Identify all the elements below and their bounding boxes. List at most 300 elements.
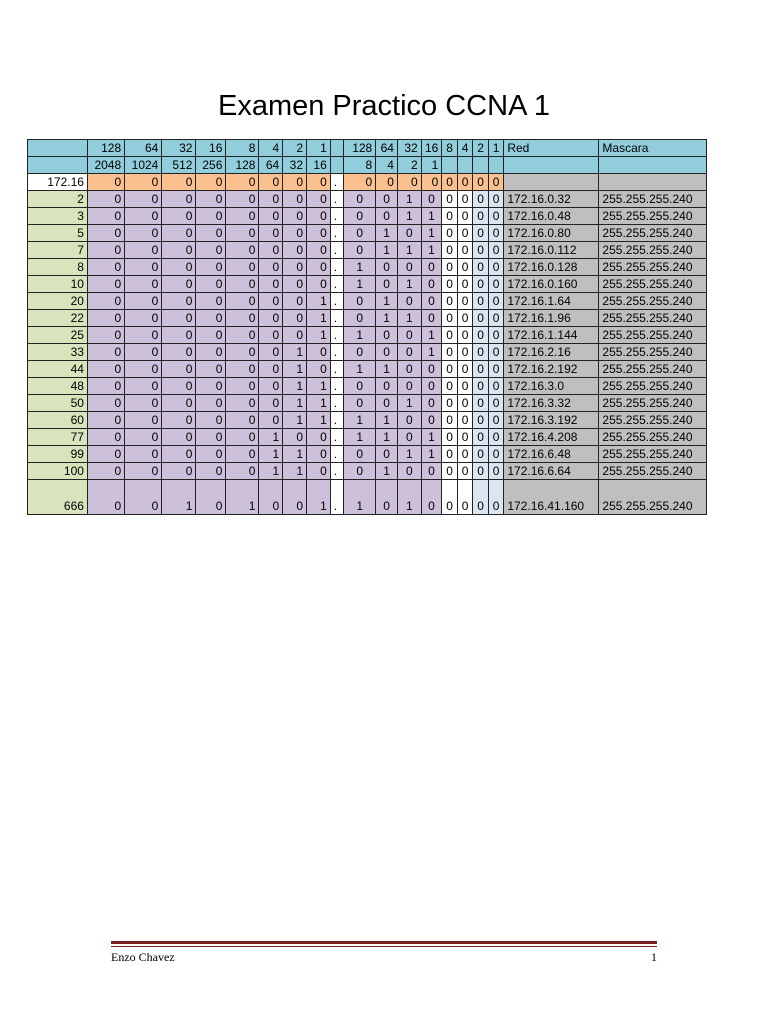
bit-cell: 0 xyxy=(196,344,226,361)
table-row xyxy=(28,242,707,259)
bit-cell: 0 xyxy=(87,191,124,208)
host-bit-cell: 0 xyxy=(488,276,504,293)
dot-separator: . xyxy=(330,276,343,293)
bit-cell: 0 xyxy=(397,378,421,395)
host-bit-cell: 0 xyxy=(488,225,504,242)
bit-cell: 0 xyxy=(259,344,283,361)
host-bit-cell: 0 xyxy=(457,463,473,480)
bit-cell: 0 xyxy=(87,395,124,412)
bit-cell: 1 xyxy=(344,429,376,446)
red-cell: 172.16.3.32 xyxy=(504,395,599,412)
bit-cell: 0 xyxy=(344,293,376,310)
subnet-table-body xyxy=(28,140,707,515)
bit-cell: 0 xyxy=(162,395,196,412)
bit-cell: 0 xyxy=(162,310,196,327)
bit-cell: 0 xyxy=(162,225,196,242)
bit-cell: 0 xyxy=(162,208,196,225)
host-bit-cell: 0 xyxy=(457,361,473,378)
bit-cell: 0 xyxy=(125,446,162,463)
mascara-cell: 255.255.255.240 xyxy=(599,395,707,412)
bit-cell: 1 xyxy=(397,446,421,463)
bit-cell: 0 xyxy=(283,208,307,225)
bit-cell: 0 xyxy=(259,310,283,327)
host-bit-cell: 0 xyxy=(442,259,458,276)
header-cell: 128 xyxy=(87,140,124,157)
header-cell: 4 xyxy=(376,157,398,174)
bit-cell: 1 xyxy=(397,310,421,327)
base-cell: 0 xyxy=(87,174,124,191)
table-row xyxy=(28,327,707,344)
host-bit-cell: 0 xyxy=(473,259,489,276)
host-bit-cell: 0 xyxy=(488,446,504,463)
host-bit-cell: 0 xyxy=(457,429,473,446)
header-cell: 4 xyxy=(259,140,283,157)
header-cell: 1 xyxy=(421,157,442,174)
bit-cell: 1 xyxy=(283,412,307,429)
bit-cell: 1 xyxy=(307,480,331,515)
bit-cell: 0 xyxy=(421,191,442,208)
host-bit-cell: 0 xyxy=(488,344,504,361)
header-cell: 1024 xyxy=(125,157,162,174)
bit-cell: 0 xyxy=(283,429,307,446)
bit-cell: 1 xyxy=(344,276,376,293)
bit-cell: 0 xyxy=(162,412,196,429)
bit-cell: 0 xyxy=(162,242,196,259)
table-row xyxy=(28,191,707,208)
host-bit-cell: 0 xyxy=(442,225,458,242)
host-bit-cell: 0 xyxy=(442,191,458,208)
host-bit-cell: 0 xyxy=(488,259,504,276)
bit-cell: 0 xyxy=(162,429,196,446)
bit-cell: 0 xyxy=(376,327,398,344)
table-row xyxy=(28,225,707,242)
table-row xyxy=(28,293,707,310)
header-cell xyxy=(28,157,88,174)
bit-cell: 0 xyxy=(397,327,421,344)
bit-cell: 0 xyxy=(226,259,259,276)
bit-cell: 0 xyxy=(307,208,331,225)
header-row-weights xyxy=(28,140,707,157)
subnet-number-cell: 10 xyxy=(28,276,88,293)
host-bit-cell: 0 xyxy=(457,378,473,395)
bit-cell: 1 xyxy=(397,480,421,515)
bit-cell: 0 xyxy=(125,480,162,515)
bit-cell: 0 xyxy=(196,310,226,327)
bit-cell: 0 xyxy=(421,480,442,515)
mascara-cell: 255.255.255.240 xyxy=(599,480,707,515)
bit-cell: 1 xyxy=(283,446,307,463)
header-cell: 64 xyxy=(376,140,398,157)
bit-cell: 0 xyxy=(307,225,331,242)
bit-cell: 1 xyxy=(226,480,259,515)
dot-separator: . xyxy=(330,293,343,310)
red-cell: 172.16.1.144 xyxy=(504,327,599,344)
table-row xyxy=(28,344,707,361)
bit-cell: 0 xyxy=(397,429,421,446)
mascara-cell: 255.255.255.240 xyxy=(599,242,707,259)
mascara-cell: 255.255.255.240 xyxy=(599,361,707,378)
red-cell: 172.16.0.128 xyxy=(504,259,599,276)
table-row xyxy=(28,395,707,412)
host-bit-cell: 0 xyxy=(473,463,489,480)
host-bit-cell: 0 xyxy=(457,276,473,293)
bit-cell: 0 xyxy=(87,276,124,293)
bit-cell: 1 xyxy=(283,463,307,480)
bit-cell: 1 xyxy=(307,327,331,344)
footer-rule xyxy=(111,941,657,947)
header-cell xyxy=(457,157,473,174)
host-bit-cell: 0 xyxy=(473,344,489,361)
host-bit-cell: 0 xyxy=(473,480,489,515)
bit-cell: 0 xyxy=(226,463,259,480)
bit-cell: 0 xyxy=(226,395,259,412)
red-cell: 172.16.41.160 xyxy=(504,480,599,515)
bit-cell: 0 xyxy=(283,225,307,242)
subnet-number-cell: 44 xyxy=(28,361,88,378)
bit-cell: 0 xyxy=(87,225,124,242)
bit-cell: 0 xyxy=(421,395,442,412)
header-cell: Red xyxy=(504,140,599,157)
bit-cell: 0 xyxy=(196,361,226,378)
bit-cell: 0 xyxy=(226,208,259,225)
subnet-number-cell: 8 xyxy=(28,259,88,276)
bit-cell: 0 xyxy=(125,242,162,259)
dot-separator: . xyxy=(330,463,343,480)
header-cell: 1 xyxy=(307,140,331,157)
red-cell: 172.16.0.112 xyxy=(504,242,599,259)
bit-cell: 0 xyxy=(196,463,226,480)
bit-cell: 0 xyxy=(259,259,283,276)
base-cell: 0 xyxy=(421,174,442,191)
bit-cell: 1 xyxy=(376,293,398,310)
bit-cell: 0 xyxy=(226,344,259,361)
bit-cell: 0 xyxy=(196,259,226,276)
red-cell: 172.16.6.48 xyxy=(504,446,599,463)
bit-cell: 1 xyxy=(376,412,398,429)
host-bit-cell: 0 xyxy=(473,276,489,293)
header-cell xyxy=(473,157,489,174)
header-cell xyxy=(504,157,599,174)
header-cell: 16 xyxy=(307,157,331,174)
bit-cell: 0 xyxy=(125,225,162,242)
bit-cell: 0 xyxy=(196,412,226,429)
header-cell: 8 xyxy=(442,140,458,157)
bit-cell: 0 xyxy=(259,378,283,395)
bit-cell: 0 xyxy=(344,225,376,242)
host-bit-cell: 0 xyxy=(457,395,473,412)
bit-cell: 1 xyxy=(376,463,398,480)
red-cell: 172.16.3.0 xyxy=(504,378,599,395)
subnet-number-cell: 100 xyxy=(28,463,88,480)
bit-cell: 0 xyxy=(87,242,124,259)
base-cell xyxy=(504,174,599,191)
bit-cell: 0 xyxy=(226,412,259,429)
dot-separator: . xyxy=(330,327,343,344)
bit-cell: 0 xyxy=(421,463,442,480)
bit-cell: 0 xyxy=(259,225,283,242)
red-cell: 172.16.2.16 xyxy=(504,344,599,361)
bit-cell: 0 xyxy=(397,293,421,310)
bit-cell: 1 xyxy=(307,378,331,395)
bit-cell: 0 xyxy=(162,446,196,463)
base-cell: 0 xyxy=(376,174,398,191)
bit-cell: 1 xyxy=(397,242,421,259)
bit-cell: 0 xyxy=(226,327,259,344)
bit-cell: 0 xyxy=(125,378,162,395)
bit-cell: 1 xyxy=(307,395,331,412)
bit-cell: 1 xyxy=(421,429,442,446)
host-bit-cell: 0 xyxy=(442,327,458,344)
bit-cell: 0 xyxy=(196,208,226,225)
base-cell: 0 xyxy=(488,174,504,191)
base-cell: 0 xyxy=(259,174,283,191)
host-bit-cell: 0 xyxy=(457,446,473,463)
base-cell: 0 xyxy=(125,174,162,191)
bit-cell: 0 xyxy=(307,446,331,463)
mascara-cell: 255.255.255.240 xyxy=(599,412,707,429)
host-bit-cell: 0 xyxy=(457,344,473,361)
bit-cell: 1 xyxy=(259,429,283,446)
mascara-cell: 255.255.255.240 xyxy=(599,259,707,276)
host-bit-cell: 0 xyxy=(473,208,489,225)
bit-cell: 0 xyxy=(421,412,442,429)
bit-cell: 0 xyxy=(226,242,259,259)
bit-cell: 0 xyxy=(259,276,283,293)
bit-cell: 0 xyxy=(421,276,442,293)
bit-cell: 0 xyxy=(283,310,307,327)
bit-cell: 1 xyxy=(162,480,196,515)
base-cell: 0 xyxy=(162,174,196,191)
host-bit-cell: 0 xyxy=(473,378,489,395)
dot-separator: . xyxy=(330,412,343,429)
base-cell: 0 xyxy=(196,174,226,191)
bit-cell: 0 xyxy=(307,429,331,446)
bit-cell: 0 xyxy=(421,293,442,310)
table-row xyxy=(28,429,707,446)
subnet-number-cell: 2 xyxy=(28,191,88,208)
bit-cell: 0 xyxy=(283,327,307,344)
base-cell xyxy=(599,174,707,191)
bit-cell: 0 xyxy=(196,191,226,208)
header-cell: 4 xyxy=(457,140,473,157)
bit-cell: 0 xyxy=(283,259,307,276)
bit-cell: 0 xyxy=(259,327,283,344)
bit-cell: 0 xyxy=(87,412,124,429)
bit-cell: 0 xyxy=(125,191,162,208)
base-cell: 0 xyxy=(307,174,331,191)
bit-cell: 0 xyxy=(307,259,331,276)
host-bit-cell: 0 xyxy=(442,208,458,225)
mascara-cell: 255.255.255.240 xyxy=(599,344,707,361)
host-bit-cell: 0 xyxy=(442,395,458,412)
bit-cell: 0 xyxy=(376,446,398,463)
bit-cell: 0 xyxy=(87,378,124,395)
header-cell: 8 xyxy=(226,140,259,157)
bit-cell: 0 xyxy=(344,208,376,225)
host-bit-cell: 0 xyxy=(473,327,489,344)
bit-cell: 0 xyxy=(421,378,442,395)
host-bit-cell: 0 xyxy=(442,276,458,293)
bit-cell: 1 xyxy=(283,344,307,361)
table-row xyxy=(28,259,707,276)
header-cell: 1 xyxy=(488,140,504,157)
host-bit-cell: 0 xyxy=(473,191,489,208)
bit-cell: 0 xyxy=(421,361,442,378)
bit-cell: 0 xyxy=(307,242,331,259)
bit-cell: 1 xyxy=(344,327,376,344)
bit-cell: 1 xyxy=(259,463,283,480)
bit-cell: 1 xyxy=(344,480,376,515)
subnet-number-cell: 20 xyxy=(28,293,88,310)
page-title: Examen Practico CCNA 1 xyxy=(217,90,550,122)
header-cell: 16 xyxy=(421,140,442,157)
bit-cell: 0 xyxy=(196,480,226,515)
bit-cell: 0 xyxy=(283,276,307,293)
bit-cell: 1 xyxy=(344,259,376,276)
host-bit-cell: 0 xyxy=(488,327,504,344)
bit-cell: 0 xyxy=(307,463,331,480)
host-bit-cell: 0 xyxy=(473,310,489,327)
host-bit-cell: 0 xyxy=(473,412,489,429)
bit-cell: 0 xyxy=(307,361,331,378)
table-row xyxy=(28,480,707,515)
header-cell xyxy=(330,157,343,174)
mascara-cell: 255.255.255.240 xyxy=(599,327,707,344)
bit-cell: 0 xyxy=(87,293,124,310)
bit-cell: 1 xyxy=(376,310,398,327)
red-cell: 172.16.6.64 xyxy=(504,463,599,480)
bit-cell: 0 xyxy=(87,429,124,446)
bit-cell: 0 xyxy=(87,327,124,344)
bit-cell: 0 xyxy=(162,327,196,344)
host-bit-cell: 0 xyxy=(488,310,504,327)
host-bit-cell: 0 xyxy=(473,293,489,310)
header-cell xyxy=(488,157,504,174)
table-row xyxy=(28,446,707,463)
bit-cell: 0 xyxy=(376,191,398,208)
mascara-cell: 255.255.255.240 xyxy=(599,463,707,480)
bit-cell: 0 xyxy=(196,395,226,412)
bit-cell: 0 xyxy=(87,344,124,361)
bit-cell: 1 xyxy=(344,412,376,429)
base-cell: 0 xyxy=(442,174,458,191)
bit-cell: 0 xyxy=(376,344,398,361)
base-network-row xyxy=(28,174,707,191)
bit-cell: 0 xyxy=(125,276,162,293)
bit-cell: 0 xyxy=(162,344,196,361)
bit-cell: 0 xyxy=(259,208,283,225)
bit-cell: 0 xyxy=(87,463,124,480)
bit-cell: 0 xyxy=(87,208,124,225)
host-bit-cell: 0 xyxy=(442,293,458,310)
bit-cell: 1 xyxy=(283,395,307,412)
table-row xyxy=(28,208,707,225)
bit-cell: 0 xyxy=(344,395,376,412)
mascara-cell: 255.255.255.240 xyxy=(599,310,707,327)
host-bit-cell: 0 xyxy=(442,429,458,446)
bit-cell: 0 xyxy=(196,293,226,310)
host-bit-cell: 0 xyxy=(473,429,489,446)
bit-cell: 0 xyxy=(259,480,283,515)
header-cell: 64 xyxy=(259,157,283,174)
dot-separator: . xyxy=(330,259,343,276)
header-cell: 32 xyxy=(397,140,421,157)
bit-cell: 0 xyxy=(344,446,376,463)
bit-cell: 0 xyxy=(307,191,331,208)
dot-separator: . xyxy=(330,344,343,361)
dot-separator: . xyxy=(330,208,343,225)
bit-cell: 1 xyxy=(421,327,442,344)
bit-cell: 0 xyxy=(226,225,259,242)
bit-cell: 0 xyxy=(196,429,226,446)
host-bit-cell: 0 xyxy=(488,429,504,446)
dot-separator: . xyxy=(330,429,343,446)
bit-cell: 0 xyxy=(162,293,196,310)
bit-cell: 0 xyxy=(283,480,307,515)
host-bit-cell: 0 xyxy=(488,480,504,515)
table-row xyxy=(28,412,707,429)
host-bit-cell: 0 xyxy=(442,463,458,480)
table-row xyxy=(28,378,707,395)
header-cell: 2048 xyxy=(87,157,124,174)
dot-separator: . xyxy=(330,446,343,463)
host-bit-cell: 0 xyxy=(442,310,458,327)
bit-cell: 1 xyxy=(397,208,421,225)
bit-cell: 0 xyxy=(196,446,226,463)
bit-cell: 0 xyxy=(125,395,162,412)
host-bit-cell: 0 xyxy=(488,412,504,429)
bit-cell: 0 xyxy=(344,463,376,480)
header-cell: 32 xyxy=(162,140,196,157)
bit-cell: 0 xyxy=(344,344,376,361)
host-bit-cell: 0 xyxy=(488,395,504,412)
host-bit-cell: 0 xyxy=(473,242,489,259)
bit-cell: 0 xyxy=(397,463,421,480)
host-bit-cell: 0 xyxy=(473,395,489,412)
bit-cell: 0 xyxy=(125,463,162,480)
bit-cell: 0 xyxy=(421,259,442,276)
bit-cell: 1 xyxy=(397,191,421,208)
header-cell xyxy=(599,157,707,174)
bit-cell: 1 xyxy=(421,208,442,225)
bit-cell: 0 xyxy=(397,225,421,242)
subnet-number-cell: 7 xyxy=(28,242,88,259)
subnet-number-cell: 5 xyxy=(28,225,88,242)
host-bit-cell: 0 xyxy=(488,293,504,310)
red-cell: 172.16.4.208 xyxy=(504,429,599,446)
bit-cell: 0 xyxy=(125,344,162,361)
red-cell: 172.16.0.48 xyxy=(504,208,599,225)
bit-cell: 0 xyxy=(162,361,196,378)
bit-cell: 0 xyxy=(87,446,124,463)
bit-cell: 0 xyxy=(226,361,259,378)
bit-cell: 0 xyxy=(196,242,226,259)
subnet-number-cell: 25 xyxy=(28,327,88,344)
base-cell: 0 xyxy=(283,174,307,191)
host-bit-cell: 0 xyxy=(488,208,504,225)
dot-separator: . xyxy=(330,361,343,378)
mascara-cell: 255.255.255.240 xyxy=(599,276,707,293)
header-cell: 64 xyxy=(125,140,162,157)
table-row xyxy=(28,361,707,378)
red-cell: 172.16.0.160 xyxy=(504,276,599,293)
bit-cell: 1 xyxy=(307,412,331,429)
bit-cell: 1 xyxy=(421,446,442,463)
host-bit-cell: 0 xyxy=(488,378,504,395)
bit-cell: 0 xyxy=(162,191,196,208)
bit-cell: 0 xyxy=(344,378,376,395)
bit-cell: 1 xyxy=(397,276,421,293)
